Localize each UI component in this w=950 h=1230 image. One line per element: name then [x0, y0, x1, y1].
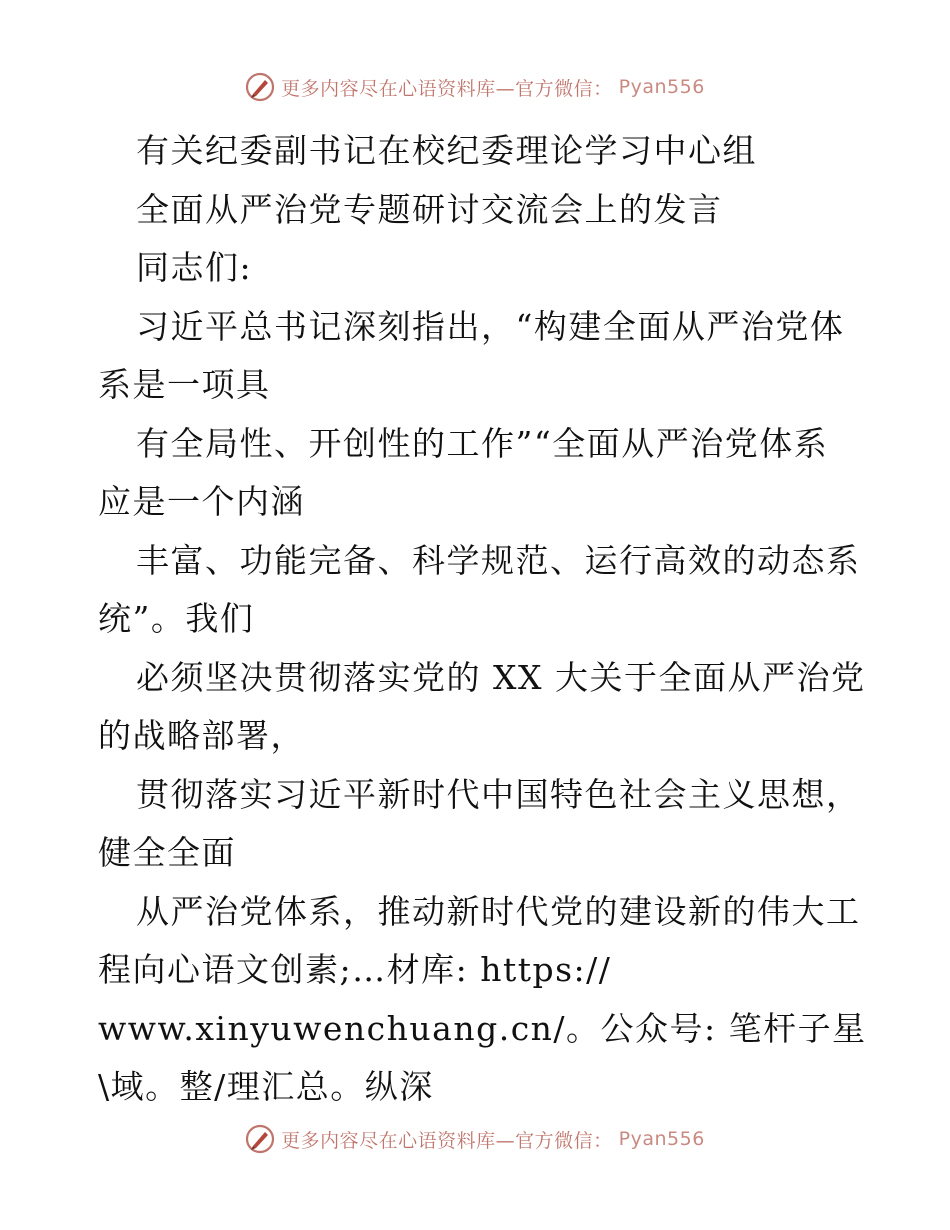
paragraph-line: 健全全面	[98, 833, 236, 872]
paragraph-line: 从严治党体系，推动新时代党的建设新的伟大工	[136, 891, 861, 931]
watermark-text: 更多内容尽在心语资料库—官方微信：	[281, 77, 613, 100]
paragraph-line: 的战略部署，	[98, 716, 305, 755]
pen-logo-icon	[245, 72, 275, 102]
paragraph-line: 丰富、功能完备、科学规范、运行高效的动态系	[136, 540, 861, 580]
paragraph-line: 统”。我们	[98, 599, 255, 638]
watermark-account: Pyan556	[618, 76, 705, 98]
watermark-footer	[0, 1124, 950, 1154]
paragraph-line: 习近平总书记深刻指出，“构建全面从严治党体	[136, 306, 845, 346]
watermark-header	[0, 72, 950, 102]
paragraph-line: 系是一项具	[98, 365, 271, 404]
watermark-account: Pyan556	[618, 1128, 705, 1150]
title-line-2: 全面从严治党专题研讨交流会上的发言	[136, 189, 723, 229]
salutation: 同志们:	[136, 248, 253, 287]
watermark-text: 更多内容尽在心语资料库—官方微信：	[281, 1129, 613, 1152]
paragraph-line: 应是一个内涵	[98, 482, 305, 521]
paragraph-line: \域。整/理汇总。纵深	[98, 1067, 434, 1106]
document-body	[98, 122, 867, 1117]
title-line-1: 有关纪委副书记在校纪委理论学习中心组	[136, 131, 757, 170]
paragraph-line: 贯彻落实习近平新时代中国特色社会主义思想，	[136, 774, 861, 814]
paragraph-line: 必须坚决贯彻落实党的 XX 大关于全面从严治党	[136, 657, 866, 697]
paragraph-line: 程向心语文创素;…材库: https://	[98, 950, 612, 989]
paragraph-line: 有全局性、开创性的工作”“全面从严治党体系	[136, 423, 829, 463]
paragraph-line: www.xinyuwenchuang.cn/。公众号: 笔杆子星	[98, 1008, 867, 1048]
pen-logo-icon	[245, 1124, 275, 1154]
